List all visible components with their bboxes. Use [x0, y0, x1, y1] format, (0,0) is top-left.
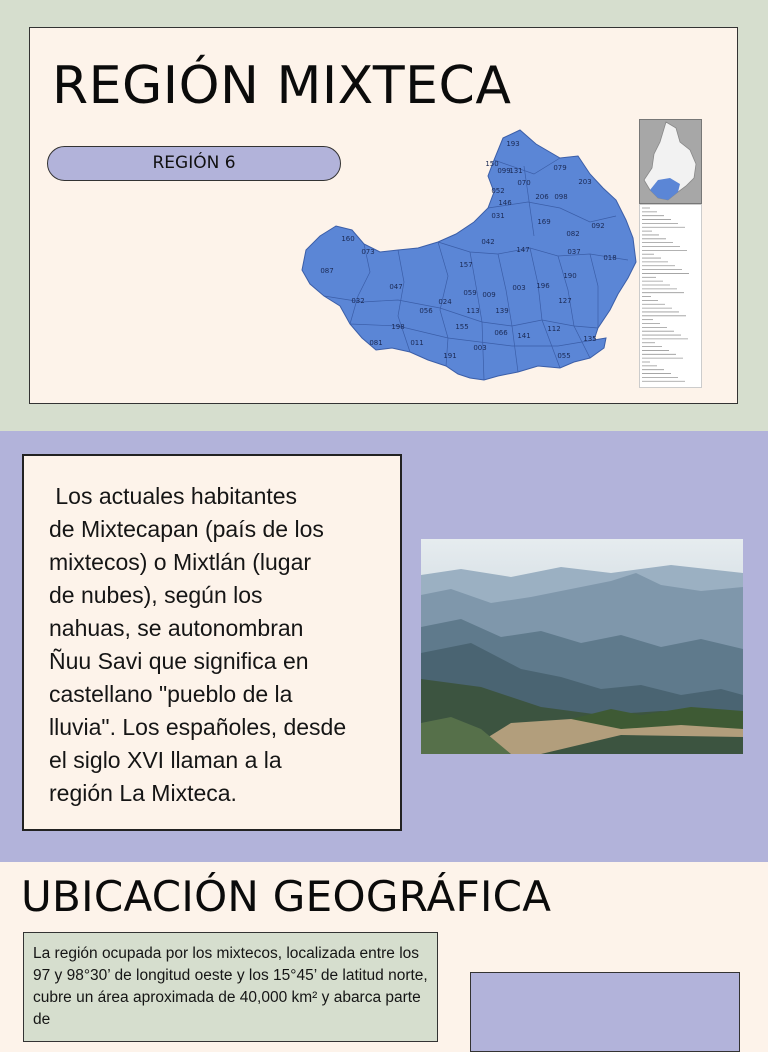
location-card	[23, 932, 438, 1042]
state-locator-map-icon	[639, 119, 702, 204]
municipality-code-label: 193	[506, 140, 520, 148]
municipality-code-label: 092	[591, 222, 605, 230]
municipality-code-label: 003	[473, 344, 487, 352]
municipality-code-label: 160	[341, 235, 355, 243]
municipality-code-label: 169	[537, 218, 551, 226]
municipality-code-label: 198	[391, 323, 405, 331]
municipality-code-label: 191	[443, 352, 457, 360]
municipality-code-label: 113	[466, 307, 480, 315]
municipality-code-label: 024	[438, 298, 452, 306]
municipality-code-label: 042	[481, 238, 495, 246]
municipality-code-label: 018	[603, 254, 617, 262]
municipality-code-label: 190	[563, 272, 577, 280]
municipality-code-label: 003	[512, 284, 526, 292]
municipality-code-label: 099	[497, 167, 511, 175]
municipality-code-label: 203	[578, 178, 592, 186]
municipality-code-label: 141	[517, 332, 531, 340]
municipality-code-label: 082	[566, 230, 580, 238]
municipality-code-label: 059	[463, 289, 477, 297]
municipality-code-label: 196	[536, 282, 550, 290]
municipality-code-label: 011	[410, 339, 424, 347]
municipality-code-label: 087	[320, 267, 334, 275]
municipality-code-label: 032	[351, 297, 365, 305]
legend-lines-icon	[640, 205, 701, 387]
municipality-code-label: 066	[494, 329, 508, 337]
habitants-paragraph: Los actuales habitantes de Mixtecapan (país de los mixtecos) o Mixtlán (lugar de nubes), según los nahuas, se autonombran Ñuu Savi que significa en castellano "pueblo de la lluvia". Los españoles, desde el siglo XVI llaman a la región La Mixteca.	[49, 483, 347, 806]
municipality-code-label: 127	[558, 297, 572, 305]
municipality-code-label: 056	[419, 307, 433, 315]
municipality-code-label: 206	[535, 193, 549, 201]
section-heading-location: UBICACIÓN GEOGRÁFICA	[21, 872, 552, 921]
habitants-card	[22, 454, 402, 831]
municipality-code-label: 146	[498, 199, 512, 207]
municipality-code-label: 073	[361, 248, 375, 256]
municipality-code-label: 098	[554, 193, 568, 201]
municipality-code-label: 070	[517, 179, 531, 187]
municipality-code-label: 135	[583, 335, 597, 343]
municipality-code-label: 055	[557, 352, 571, 360]
region-map-icon	[298, 126, 640, 386]
location-paragraph: La región ocupada por los mixtecos, localizada entre los 97 y 98°30’ de longitud oeste y los 15°45’ de latitud norte, cubre un área aproximada de 40,000 km² y abarca parte de	[33, 945, 428, 1028]
municipality-code-label: 079	[553, 164, 567, 172]
mountain-landscape-photo	[421, 539, 743, 754]
region-number-badge: REGIÓN 6	[47, 146, 341, 181]
municipality-legend	[639, 204, 702, 388]
state-outline-icon	[640, 120, 701, 203]
municipality-code-label: 081	[369, 339, 383, 347]
municipality-code-label: 037	[567, 248, 581, 256]
municipality-code-label: 157	[459, 261, 473, 269]
municipality-code-label: 155	[455, 323, 469, 331]
municipality-code-label: 131	[509, 167, 523, 175]
municipality-code-label: 047	[389, 283, 403, 291]
page-title: REGIÓN MIXTECA	[52, 56, 512, 116]
municipality-code-label: 147	[516, 246, 530, 254]
location-image-card	[470, 972, 740, 1052]
municipality-code-label: 052	[491, 187, 505, 195]
municipality-code-label: 150	[485, 160, 499, 168]
municipality-code-label: 031	[491, 212, 505, 220]
municipality-code-label: 112	[547, 325, 561, 333]
municipality-code-label: 139	[495, 307, 509, 315]
municipality-code-label: 009	[482, 291, 496, 299]
